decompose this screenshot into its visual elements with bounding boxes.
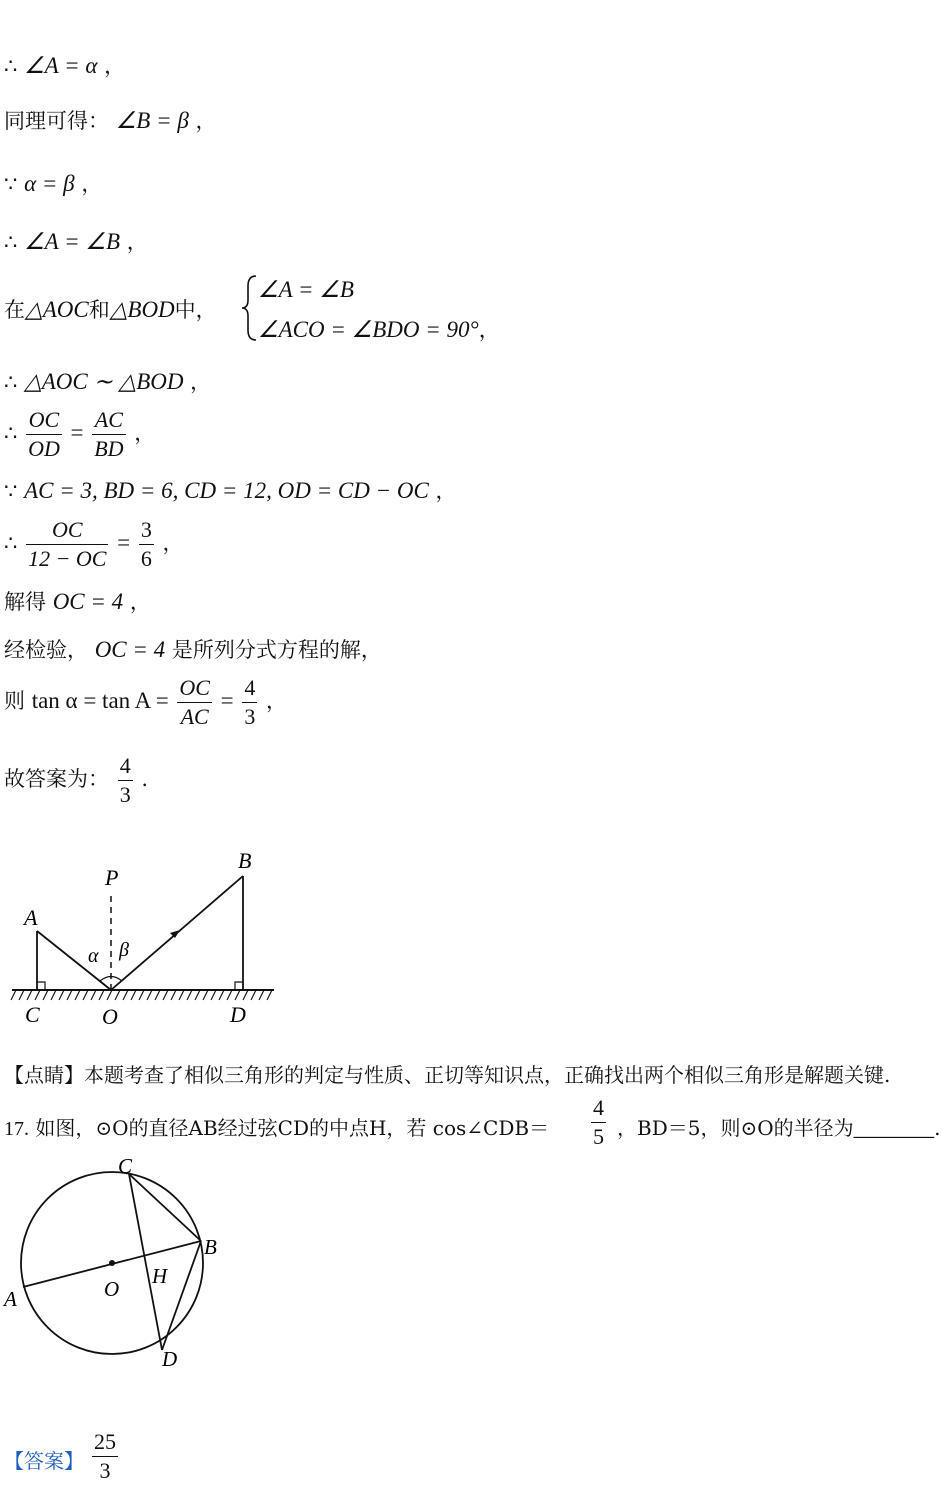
question-fraction: $\frac{4}{5}$ bbox=[593, 1095, 604, 1149]
punctuation: ， bbox=[478, 318, 500, 342]
chord-bd bbox=[162, 1241, 201, 1350]
label-alpha: α bbox=[88, 945, 99, 967]
solution-line-2 bbox=[4, 105, 217, 135]
solution-line-10 bbox=[4, 586, 151, 616]
expression: tan α = tan A = bbox=[31, 688, 169, 713]
fraction-oc-ac: $\frac{OC}{AC}$ bbox=[179, 675, 210, 729]
system-equation-2: ∠ACO = ∠BDO = 90°， bbox=[258, 317, 500, 342]
line-suffix: 是所列分式方程的解， bbox=[171, 638, 382, 662]
solution-line-3 bbox=[4, 168, 102, 198]
punctuation: ， bbox=[190, 370, 212, 394]
question-text-a: 如图，⊙O的直径AB经过弦CD的中点H，若 cos∠CDB＝ bbox=[35, 1116, 550, 1140]
punctuation: ， bbox=[435, 479, 457, 503]
label-c: C bbox=[25, 1002, 40, 1027]
punctuation: ， bbox=[162, 531, 184, 555]
expression: OC = 4 bbox=[94, 637, 166, 662]
line-prefix: 解得 bbox=[4, 590, 46, 614]
fraction-answer: $\frac{4}{3}$ bbox=[119, 753, 131, 807]
expression: OC = 4 bbox=[52, 589, 124, 614]
punctuation: ， bbox=[134, 421, 156, 445]
punctuation: ， bbox=[129, 590, 151, 614]
fraction-3-6: $\frac{3}{6}$ bbox=[140, 517, 152, 571]
right-angle-d bbox=[235, 982, 243, 990]
triangle-aoc: △AOC bbox=[25, 297, 89, 322]
question-text-b-wrap bbox=[617, 1112, 940, 1141]
line-prefix: 在 bbox=[4, 298, 25, 322]
label-b: B bbox=[238, 848, 252, 873]
fraction-4-3: $\frac{4}{3}$ bbox=[244, 675, 256, 729]
solution-line-12 bbox=[4, 674, 287, 731]
punctuation: ， bbox=[126, 230, 148, 254]
label-a: A bbox=[4, 1287, 17, 1311]
therefore-symbol: ∴ bbox=[4, 531, 18, 555]
solution-line-4 bbox=[4, 226, 148, 256]
ground-hatching bbox=[11, 990, 272, 1000]
solution-line-8 bbox=[4, 475, 456, 505]
question-17 bbox=[4, 1112, 549, 1141]
therefore-symbol: ∴ bbox=[4, 370, 18, 394]
therefore-symbol: ∴ bbox=[4, 230, 18, 254]
label-p: P bbox=[105, 865, 119, 890]
punctuation: . bbox=[141, 767, 149, 791]
label-a: A bbox=[24, 905, 38, 930]
solution-line-9 bbox=[4, 516, 184, 573]
equals-sign: = bbox=[220, 688, 234, 713]
question-number: 17. bbox=[4, 1118, 29, 1140]
punctuation: ， bbox=[104, 54, 126, 78]
system-equation-1: ∠A = ∠B bbox=[258, 277, 354, 302]
label-c: C bbox=[118, 1155, 133, 1178]
solution-line-13 bbox=[4, 752, 148, 809]
label-o: O bbox=[102, 1004, 118, 1029]
label-d: D bbox=[230, 1002, 246, 1027]
right-angle-c bbox=[37, 982, 45, 990]
solution-line-1 bbox=[4, 50, 125, 80]
line-suffix: 中， bbox=[174, 298, 217, 322]
equals-sign: = bbox=[70, 420, 84, 445]
expression: △AOC ∼ △BOD bbox=[24, 369, 184, 394]
line-prefix: 同理可得： bbox=[4, 109, 109, 133]
fraction-ac-bd: $\frac{AC}{BD}$ bbox=[94, 407, 124, 461]
because-symbol: ∵ bbox=[4, 479, 18, 503]
therefore-symbol: ∴ bbox=[4, 54, 18, 78]
left-brace-icon bbox=[240, 274, 260, 342]
center-point bbox=[109, 1260, 115, 1266]
solution-line-11 bbox=[4, 634, 382, 664]
punctuation: . bbox=[934, 1116, 941, 1140]
fraction-oc-od: $\frac{OC}{OD}$ bbox=[28, 407, 60, 461]
expression: AC = 3, BD = 6, CD = 12, OD = CD − OC bbox=[24, 478, 429, 503]
punctuation: ， bbox=[81, 172, 103, 196]
punctuation: ， bbox=[266, 689, 287, 713]
label-beta: β bbox=[119, 939, 129, 961]
key-point-note: 【点睛】本题考查了相似三角形的判定与性质、正切等知识点，正确找出两个相似三角形是解题关键. bbox=[4, 1063, 891, 1087]
answer-label-wrap bbox=[4, 1445, 84, 1474]
expression: ∠A = α bbox=[24, 53, 98, 78]
because-symbol: ∵ bbox=[4, 172, 18, 196]
expression: α = β bbox=[24, 171, 75, 196]
connector: 和 bbox=[88, 298, 110, 322]
line-prefix: 故答案为： bbox=[4, 767, 109, 791]
expression: ∠B = β bbox=[115, 108, 189, 133]
answer-blank: _______ bbox=[853, 1115, 935, 1140]
question-text-b: ，BD＝5，则⊙O的半径为 bbox=[617, 1116, 854, 1140]
label-h: H bbox=[152, 1264, 168, 1288]
label-b: B bbox=[204, 1235, 217, 1259]
equals-sign: = bbox=[117, 530, 131, 555]
reflection-figure bbox=[8, 840, 283, 1035]
solution-line-7 bbox=[4, 406, 155, 463]
answer-label: 【答案】 bbox=[4, 1449, 84, 1473]
answer-fraction: $\frac{25}{3}$ bbox=[94, 1429, 116, 1483]
label-d: D bbox=[162, 1347, 178, 1371]
expression: ∠A = ∠B bbox=[24, 229, 121, 254]
line-prefix: 经检验， bbox=[4, 638, 88, 662]
therefore-symbol: ∴ bbox=[4, 421, 18, 445]
triangle-bod: △BOD bbox=[109, 297, 175, 322]
solution-line-6 bbox=[4, 366, 211, 396]
fraction-oc-12-oc: $\frac{OC}{12 - OC}$ bbox=[28, 517, 107, 571]
label-o: O bbox=[104, 1277, 120, 1301]
punctuation: ， bbox=[195, 109, 217, 133]
line-prefix: 则 bbox=[4, 689, 25, 713]
solution-line-5 bbox=[4, 294, 217, 324]
circle-figure bbox=[0, 1155, 230, 1375]
segment-ao bbox=[37, 931, 111, 990]
